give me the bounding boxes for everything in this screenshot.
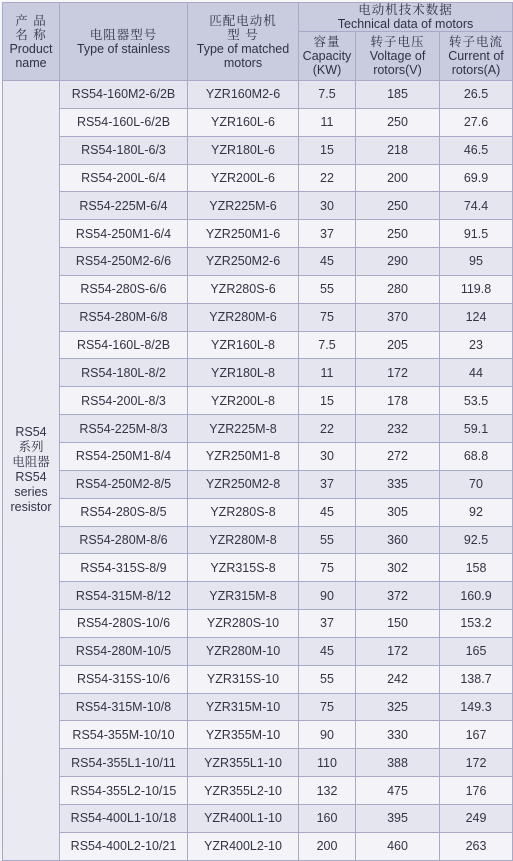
- current-cell: 74.4: [440, 192, 513, 220]
- product-name-line4: RS54: [15, 470, 47, 485]
- current-cell: 124: [440, 303, 513, 331]
- motor-type-cell: YZR160L-6: [188, 108, 299, 136]
- table-row: [3, 415, 513, 443]
- current-cell: 70: [440, 470, 513, 498]
- capacity-cell: 45: [299, 498, 356, 526]
- capacity-cell: 15: [299, 387, 356, 415]
- motor-type-cell: YZR355M-10: [188, 721, 299, 749]
- capacity-cell: 22: [299, 415, 356, 443]
- header-voltage-en-1: Voltage of: [369, 49, 426, 63]
- voltage-cell: 280: [356, 275, 440, 303]
- header-current-zh: 转子电流: [448, 35, 503, 49]
- motor-type-cell: YZR250M1-6: [188, 220, 299, 248]
- table-row: [3, 777, 513, 805]
- table-row: [3, 303, 513, 331]
- current-cell: 68.8: [440, 442, 513, 470]
- resistor-type-cell: RS54-355L2-10/15: [60, 777, 188, 805]
- motor-type-cell: YZR250M1-8: [188, 442, 299, 470]
- capacity-cell: 75: [299, 303, 356, 331]
- voltage-cell: 250: [356, 108, 440, 136]
- table-row: [3, 582, 513, 610]
- product-name-line1: RS54: [15, 425, 47, 440]
- resistor-type-cell: RS54-280S-6/6: [60, 275, 188, 303]
- resistor-type-cell: RS54-280S-10/6: [60, 610, 188, 638]
- table-row: [3, 554, 513, 582]
- table-row: [3, 359, 513, 387]
- header-capacity-en-2: (KW): [312, 63, 342, 77]
- motor-type-cell: YZR280S-10: [188, 610, 299, 638]
- motor-type-cell: YZR315M-10: [188, 693, 299, 721]
- current-cell: 27.6: [440, 108, 513, 136]
- header-product-zh-2: 名 称: [15, 27, 47, 42]
- motor-type-cell: YZR400L1-10: [188, 804, 299, 832]
- table-body: [3, 81, 513, 861]
- header-resistor-type: [60, 3, 188, 81]
- header-voltage-zh: 转子电压: [370, 35, 425, 49]
- motor-type-cell: YZR280S-8: [188, 498, 299, 526]
- resistor-type-cell: RS54-180L-6/3: [60, 136, 188, 164]
- current-cell: 153.2: [440, 610, 513, 638]
- table-row: [3, 275, 513, 303]
- motor-type-cell: YZR225M-6: [188, 192, 299, 220]
- resistor-spec-table: [2, 2, 513, 861]
- current-cell: 69.9: [440, 164, 513, 192]
- header-product-en-1: Product: [9, 41, 53, 56]
- voltage-cell: 185: [356, 81, 440, 109]
- voltage-cell: 205: [356, 331, 440, 359]
- voltage-cell: 272: [356, 442, 440, 470]
- motor-type-cell: YZR180L-6: [188, 136, 299, 164]
- voltage-cell: 172: [356, 637, 440, 665]
- resistor-type-cell: RS54-315M-8/12: [60, 582, 188, 610]
- table-row: [3, 804, 513, 832]
- current-cell: 149.3: [440, 693, 513, 721]
- resistor-type-cell: RS54-160M2-6/2B: [60, 81, 188, 109]
- header-voltage-en-2: rotors(V): [373, 63, 422, 77]
- header-product-en-2: name: [15, 55, 47, 70]
- header-capacity-zh: 容量: [313, 35, 341, 49]
- motor-type-cell: YZR250M2-8: [188, 470, 299, 498]
- table-row: [3, 164, 513, 192]
- table-row: [3, 498, 513, 526]
- voltage-cell: 395: [356, 804, 440, 832]
- current-cell: 167: [440, 721, 513, 749]
- voltage-cell: 218: [356, 136, 440, 164]
- header-resistor-type-en: Type of stainless: [76, 41, 171, 56]
- resistor-type-cell: RS54-315S-10/6: [60, 665, 188, 693]
- capacity-cell: 11: [299, 108, 356, 136]
- motor-type-cell: YZR180L-8: [188, 359, 299, 387]
- resistor-type-cell: RS54-250M2-6/6: [60, 248, 188, 276]
- voltage-cell: 172: [356, 359, 440, 387]
- current-cell: 26.5: [440, 81, 513, 109]
- motor-type-cell: YZR315S-10: [188, 665, 299, 693]
- current-cell: 92.5: [440, 526, 513, 554]
- product-name-line6: resistor: [10, 500, 52, 515]
- capacity-cell: 75: [299, 554, 356, 582]
- capacity-cell: 45: [299, 637, 356, 665]
- resistor-type-cell: RS54-225M-6/4: [60, 192, 188, 220]
- voltage-cell: 305: [356, 498, 440, 526]
- capacity-cell: 90: [299, 721, 356, 749]
- capacity-cell: 37: [299, 470, 356, 498]
- current-cell: 92: [440, 498, 513, 526]
- header-technical-data: [299, 3, 513, 32]
- motor-type-cell: YZR315M-8: [188, 582, 299, 610]
- resistor-type-cell: RS54-225M-8/3: [60, 415, 188, 443]
- current-cell: 53.5: [440, 387, 513, 415]
- motor-type-cell: YZR200L-6: [188, 164, 299, 192]
- table-row: [3, 248, 513, 276]
- header-current-en-2: rotors(A): [451, 63, 501, 77]
- voltage-cell: 475: [356, 777, 440, 805]
- motor-type-cell: YZR315S-8: [188, 554, 299, 582]
- current-cell: 23: [440, 331, 513, 359]
- table-row: [3, 832, 513, 860]
- resistor-type-cell: RS54-250M2-8/5: [60, 470, 188, 498]
- current-cell: 119.8: [440, 275, 513, 303]
- table-row: [3, 470, 513, 498]
- capacity-cell: 55: [299, 275, 356, 303]
- capacity-cell: 30: [299, 442, 356, 470]
- table-row: [3, 749, 513, 777]
- capacity-cell: 7.5: [299, 81, 356, 109]
- table-row: [3, 637, 513, 665]
- header-motor-type-zh-1: 匹配电动机: [209, 13, 277, 28]
- voltage-cell: 388: [356, 749, 440, 777]
- current-cell: 138.7: [440, 665, 513, 693]
- motor-type-cell: YZR280S-6: [188, 275, 299, 303]
- header-technical-en: Technical data of motors: [337, 17, 474, 31]
- capacity-cell: 22: [299, 164, 356, 192]
- motor-type-cell: YZR200L-8: [188, 387, 299, 415]
- capacity-cell: 55: [299, 665, 356, 693]
- voltage-cell: 370: [356, 303, 440, 331]
- resistor-type-cell: RS54-280M-6/8: [60, 303, 188, 331]
- header-capacity: [299, 32, 356, 81]
- capacity-cell: 110: [299, 749, 356, 777]
- motor-type-cell: YZR160L-8: [188, 331, 299, 359]
- capacity-cell: 55: [299, 526, 356, 554]
- product-name-line5: series: [14, 485, 48, 500]
- header-current: [440, 32, 513, 81]
- capacity-cell: 160: [299, 804, 356, 832]
- voltage-cell: 290: [356, 248, 440, 276]
- voltage-cell: 250: [356, 220, 440, 248]
- table-header: [3, 3, 513, 81]
- current-cell: 46.5: [440, 136, 513, 164]
- product-name-line3: 电阻器: [12, 455, 50, 470]
- voltage-cell: 360: [356, 526, 440, 554]
- resistor-type-cell: RS54-280S-8/5: [60, 498, 188, 526]
- table-row: [3, 220, 513, 248]
- voltage-cell: 372: [356, 582, 440, 610]
- header-capacity-en-1: Capacity: [302, 49, 352, 63]
- resistor-type-cell: RS54-280M-10/5: [60, 637, 188, 665]
- capacity-cell: 37: [299, 220, 356, 248]
- resistor-type-cell: RS54-355L1-10/11: [60, 749, 188, 777]
- product-name-line2: 系列: [18, 440, 44, 455]
- voltage-cell: 150: [356, 610, 440, 638]
- table-row: [3, 526, 513, 554]
- resistor-type-cell: RS54-160L-8/2B: [60, 331, 188, 359]
- resistor-type-cell: RS54-200L-8/3: [60, 387, 188, 415]
- motor-type-cell: YZR355L1-10: [188, 749, 299, 777]
- resistor-type-cell: RS54-200L-6/4: [60, 164, 188, 192]
- voltage-cell: 460: [356, 832, 440, 860]
- table-row: [3, 387, 513, 415]
- current-cell: 95: [440, 248, 513, 276]
- capacity-cell: 30: [299, 192, 356, 220]
- capacity-cell: 7.5: [299, 331, 356, 359]
- table-row: [3, 331, 513, 359]
- voltage-cell: 178: [356, 387, 440, 415]
- current-cell: 59.1: [440, 415, 513, 443]
- voltage-cell: 250: [356, 192, 440, 220]
- table-row: [3, 693, 513, 721]
- capacity-cell: 15: [299, 136, 356, 164]
- voltage-cell: 232: [356, 415, 440, 443]
- resistor-type-cell: RS54-400L2-10/21: [60, 832, 188, 860]
- header-current-en-1: Current of: [448, 49, 504, 63]
- header-product-zh-1: 产 品: [15, 13, 47, 28]
- header-voltage: [356, 32, 440, 81]
- current-cell: 263: [440, 832, 513, 860]
- capacity-cell: 11: [299, 359, 356, 387]
- voltage-cell: 335: [356, 470, 440, 498]
- header-technical-zh: 电动机技术数据: [358, 3, 453, 17]
- header-product-name: [3, 3, 60, 81]
- resistor-type-cell: RS54-355M-10/10: [60, 721, 188, 749]
- resistor-type-cell: RS54-400L1-10/18: [60, 804, 188, 832]
- resistor-type-cell: RS54-280M-8/6: [60, 526, 188, 554]
- motor-type-cell: YZR280M-8: [188, 526, 299, 554]
- header-motor-type-zh-2: 型 号: [227, 27, 259, 42]
- resistor-type-cell: RS54-250M1-8/4: [60, 442, 188, 470]
- current-cell: 91.5: [440, 220, 513, 248]
- current-cell: 158: [440, 554, 513, 582]
- table-row: [3, 192, 513, 220]
- motor-type-cell: YZR225M-8: [188, 415, 299, 443]
- table-row: [3, 721, 513, 749]
- current-cell: 165: [440, 637, 513, 665]
- motor-type-cell: YZR355L2-10: [188, 777, 299, 805]
- current-cell: 249: [440, 804, 513, 832]
- header-motor-type: [188, 3, 299, 81]
- capacity-cell: 132: [299, 777, 356, 805]
- current-cell: 176: [440, 777, 513, 805]
- header-motor-type-en-2: motors: [223, 55, 263, 70]
- capacity-cell: 90: [299, 582, 356, 610]
- resistor-type-cell: RS54-160L-6/2B: [60, 108, 188, 136]
- table-row: [3, 136, 513, 164]
- table-row: [3, 665, 513, 693]
- current-cell: 44: [440, 359, 513, 387]
- resistor-type-cell: RS54-180L-8/2: [60, 359, 188, 387]
- resistor-type-cell: RS54-315M-10/8: [60, 693, 188, 721]
- resistor-type-cell: RS54-250M1-6/4: [60, 220, 188, 248]
- header-motor-type-en-1: Type of matched: [196, 41, 290, 56]
- motor-type-cell: YZR250M2-6: [188, 248, 299, 276]
- motor-type-cell: YZR280M-10: [188, 637, 299, 665]
- resistor-type-cell: RS54-315S-8/9: [60, 554, 188, 582]
- voltage-cell: 242: [356, 665, 440, 693]
- voltage-cell: 200: [356, 164, 440, 192]
- table-row: [3, 81, 513, 109]
- motor-type-cell: YZR280M-6: [188, 303, 299, 331]
- motor-type-cell: YZR400L2-10: [188, 832, 299, 860]
- motor-type-cell: YZR160M2-6: [188, 81, 299, 109]
- table-row: [3, 108, 513, 136]
- capacity-cell: 75: [299, 693, 356, 721]
- header-resistor-type-zh: 电阻器型号: [89, 27, 158, 42]
- capacity-cell: 200: [299, 832, 356, 860]
- table-row: [3, 610, 513, 638]
- current-cell: 172: [440, 749, 513, 777]
- capacity-cell: 45: [299, 248, 356, 276]
- voltage-cell: 330: [356, 721, 440, 749]
- current-cell: 160.9: [440, 582, 513, 610]
- product-name-cell: [3, 81, 60, 861]
- voltage-cell: 325: [356, 693, 440, 721]
- table-row: [3, 442, 513, 470]
- capacity-cell: 37: [299, 610, 356, 638]
- voltage-cell: 302: [356, 554, 440, 582]
